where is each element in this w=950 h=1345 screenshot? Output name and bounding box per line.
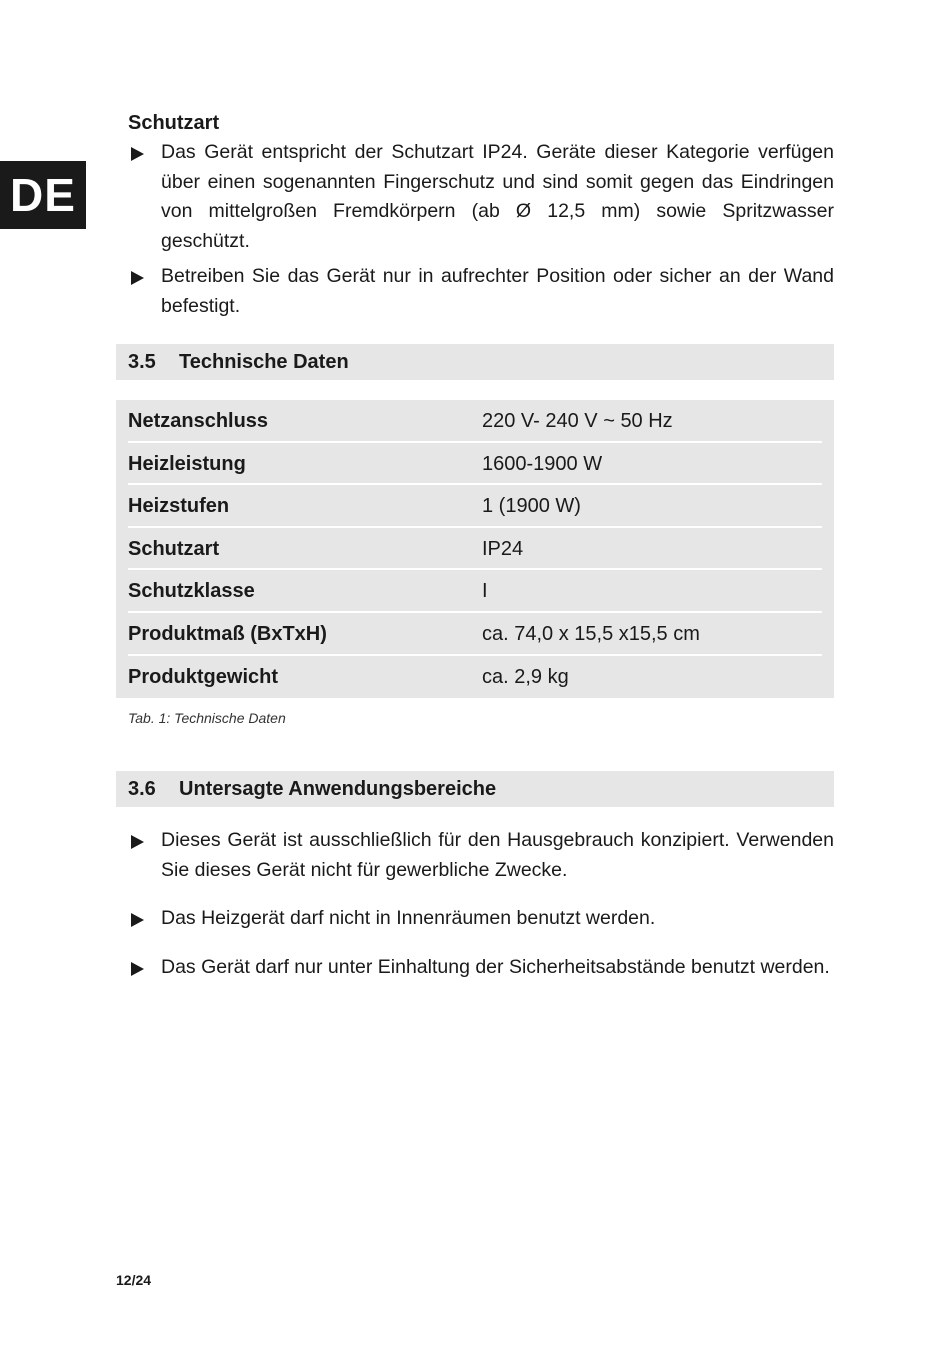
page-number: 12/24 xyxy=(116,1272,152,1288)
section-number: 3.6 xyxy=(128,778,156,800)
row-value: I xyxy=(482,580,488,603)
list-item xyxy=(128,826,834,885)
row-label: Heizleistung xyxy=(128,452,246,475)
row-value: 1600-1900 W xyxy=(482,452,603,475)
table-row xyxy=(116,528,834,571)
row-label: Netzanschluss xyxy=(128,410,269,432)
prohibited-uses-bullet-list xyxy=(128,826,834,982)
table-row xyxy=(116,400,834,443)
row-label: Produktgewicht xyxy=(128,665,279,688)
list-item xyxy=(128,138,834,256)
section-title: Untersagte Anwendungsbereiche xyxy=(179,778,497,800)
row-value: 220 V- 240 V ~ 50 Hz xyxy=(482,410,673,432)
row-value: 1 (1900 W) xyxy=(482,495,581,518)
protection-bullet-list xyxy=(128,138,834,321)
table-caption: Tab. 1: Technische Daten xyxy=(128,710,286,726)
section-heading-prohibited-uses xyxy=(116,771,834,807)
row-label: Schutzklasse xyxy=(128,580,255,603)
triangle-bullet-icon xyxy=(131,271,144,285)
language-tab: DE xyxy=(0,161,86,229)
row-label: Heizstufen xyxy=(128,495,230,518)
section-number: 3.5 xyxy=(128,351,156,373)
bullet-text: Das Heizgerät darf nicht in Innenräumen benutzt werden. xyxy=(161,907,656,929)
bullet-text: Dieses Gerät ist ausschließlich für den Hausgebrauch konzipiert. Verwenden Sie dieses Gerät nicht für gewerbliche Zwecke. xyxy=(161,829,834,881)
row-value: ca. 74,0 x 15,5 x15,5 cm xyxy=(482,623,700,645)
technical-data-table xyxy=(116,400,834,698)
triangle-bullet-icon xyxy=(131,835,144,849)
protection-heading: Schutzart xyxy=(128,112,220,134)
list-item xyxy=(128,904,834,934)
list-item xyxy=(128,953,834,983)
section-title: Technische Daten xyxy=(179,351,349,373)
table-row xyxy=(116,443,834,486)
row-value: IP24 xyxy=(482,537,524,560)
table-row xyxy=(116,570,834,613)
bullet-text: Betreiben Sie das Gerät nur in aufrechter Position oder sicher an der Wand befestigt. xyxy=(161,265,834,317)
triangle-bullet-icon xyxy=(131,962,144,976)
list-item xyxy=(128,262,834,321)
row-label: Schutzart xyxy=(128,537,220,560)
row-value: ca. 2,9 kg xyxy=(482,665,569,688)
bullet-text: Das Gerät darf nur unter Einhaltung der Sicherheitsabstände benutzt werden. xyxy=(161,955,830,978)
table-row xyxy=(116,613,834,656)
row-label: Produktmaß (BxTxH) xyxy=(128,623,327,645)
section-heading-technical-data xyxy=(116,344,834,380)
table-row xyxy=(116,485,834,528)
triangle-bullet-icon xyxy=(131,147,144,161)
bullet-text: Das Gerät entspricht der Schutzart IP24. Geräte dieser Kategorie verfügen über einen sogenannten Fingerschutz und sind somit gegen das Eindringen von mittelgroßen Fremdkörpern (ab Ø 12,5 mm) sowie Spritzwasser geschützt. xyxy=(161,141,834,252)
triangle-bullet-icon xyxy=(131,913,144,927)
table-row xyxy=(116,656,834,699)
